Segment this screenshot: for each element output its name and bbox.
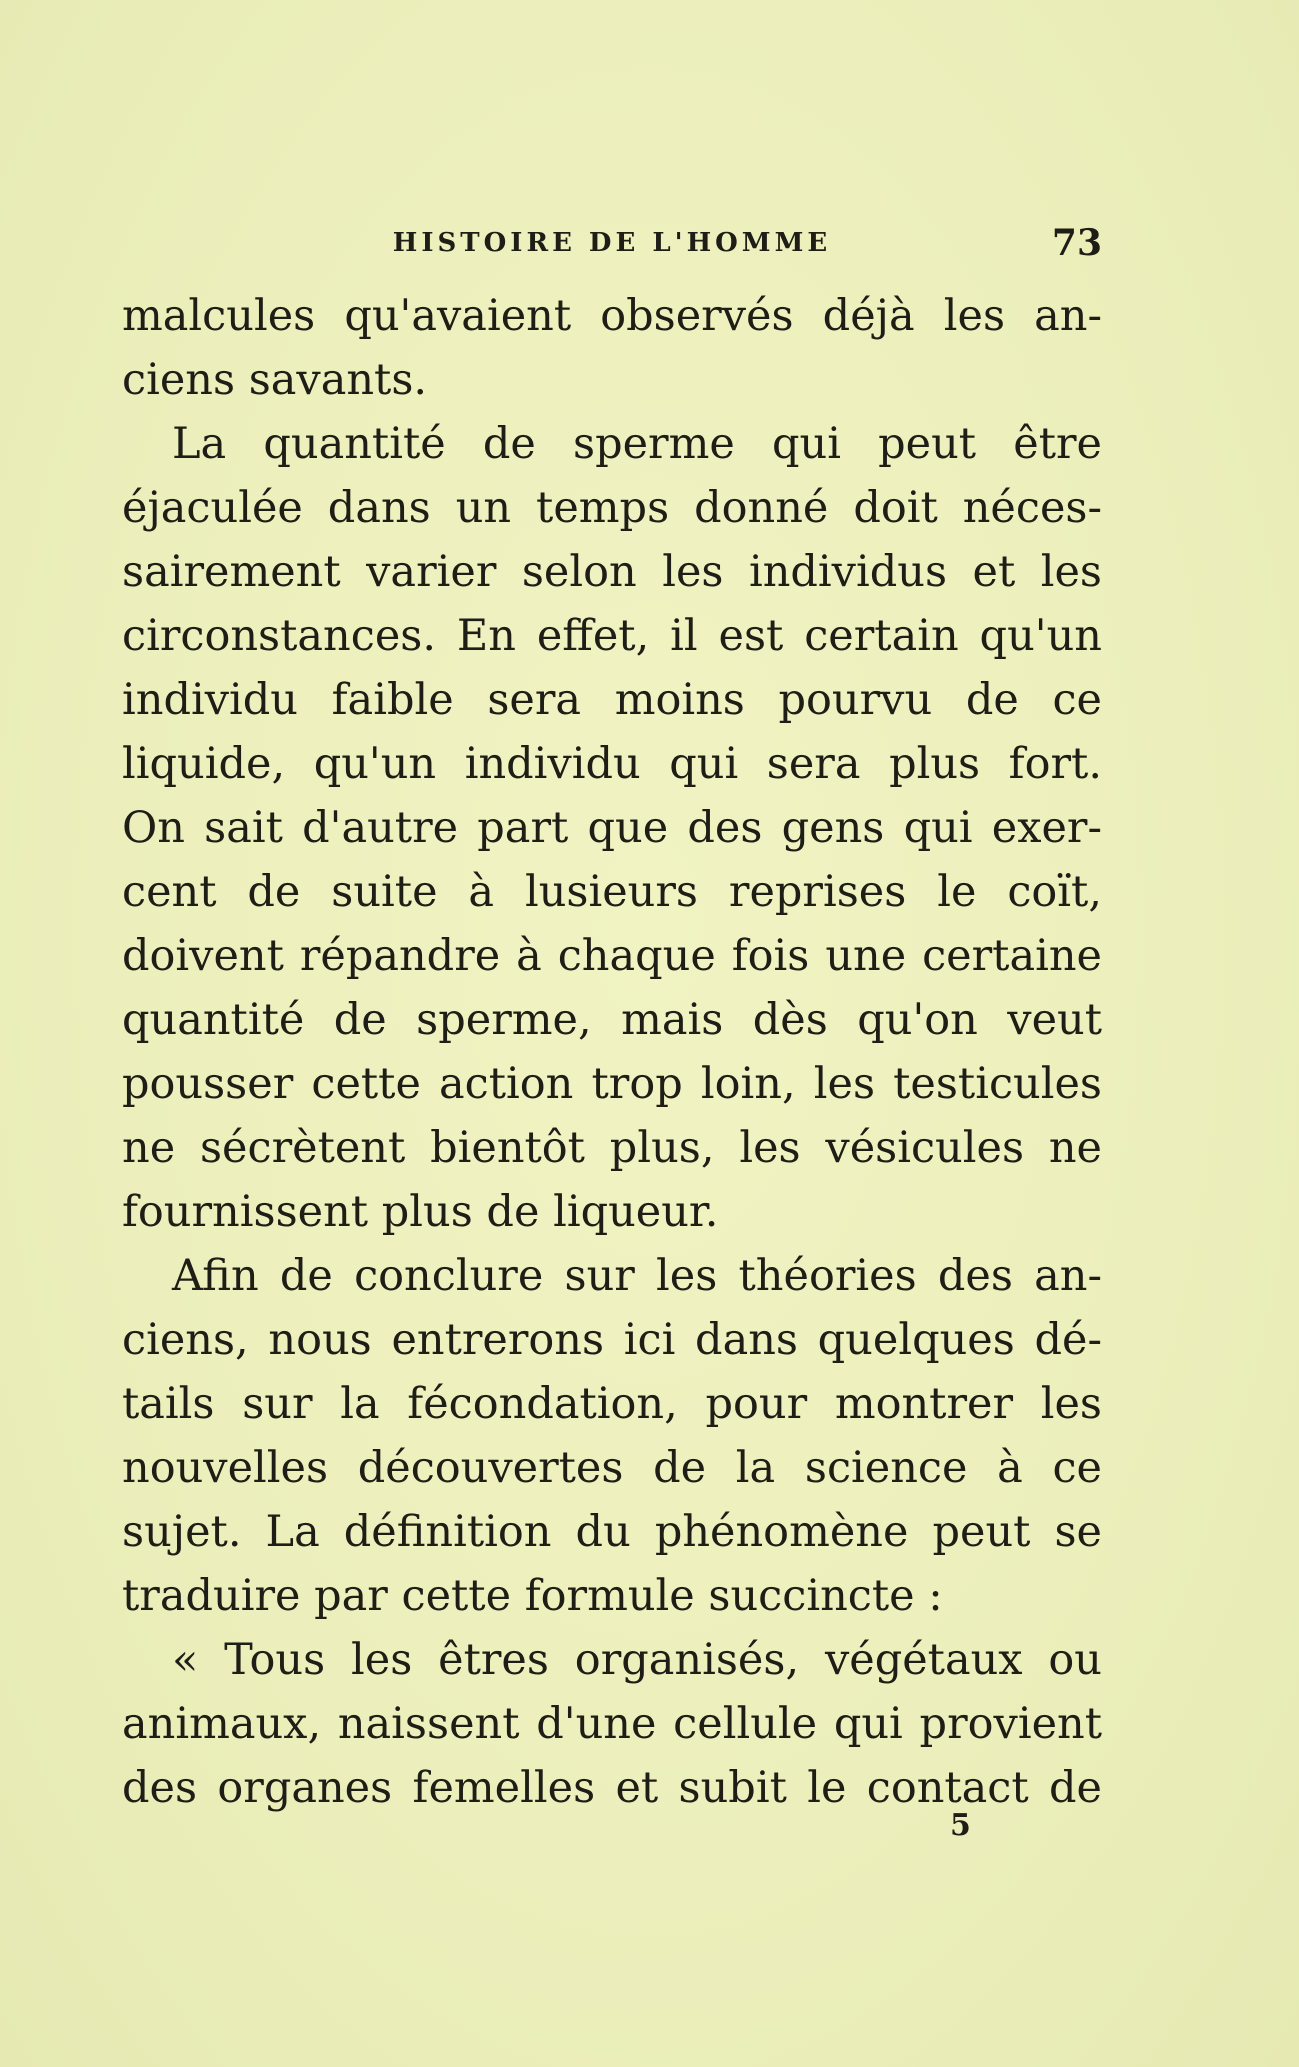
text-line: animaux, naissent d'une cellule qui provient [122,1699,1102,1749]
text-line: nouvelles découvertes de la science à ce [122,1443,1102,1493]
text-line: circonstances. En effet, il est certain qu'un [122,611,1102,661]
text-line: des organes femelles et subit le contact de [122,1763,1102,1813]
text-line: ciens savants. [122,355,428,405]
text-line: quantité de sperme, mais dès qu'on veut [122,995,1102,1045]
text-line: malcules qu'avaient observés déjà les an- [122,291,1102,341]
text-line: « Tous les êtres organisés, végétaux ou [172,1635,1102,1685]
page-number: 73 [1051,222,1102,264]
text-line: pousser cette action trop loin, les testicules [122,1059,1102,1109]
text-line: tails sur la fécondation, pour montrer les [122,1379,1102,1429]
text-line: fournissent plus de liqueur. [122,1187,719,1237]
text-line: individu faible sera moins pourvu de ce [122,675,1102,725]
signature-mark: 5 [950,1808,971,1843]
text-line: doivent répandre à chaque fois une certaine [122,931,1102,981]
text-line: sujet. La définition du phénomène peut se [122,1507,1102,1557]
text-line: cent de suite à lusieurs reprises le coït, [122,867,1102,917]
text-line: ne sécrètent bientôt plus, les vésicules ne [122,1123,1102,1173]
text-line: sairement varier selon les individus et les [122,547,1102,597]
text-line: La quantité de sperme qui peut être [172,419,1102,469]
text-line: liquide, qu'un individu qui sera plus fort. [122,739,1102,789]
text-line: ciens, nous entrerons ici dans quelques dé- [122,1315,1102,1365]
text-line: traduire par cette formule succincte : [122,1571,943,1621]
text-line: éjaculée dans un temps donné doit néces- [122,483,1102,533]
body-text [122,284,1102,1820]
running-head [122,222,1102,272]
text-line: On sait d'autre part que des gens qui exer- [122,803,1102,853]
running-title: HISTOIRE DE L'HOMME [392,228,832,258]
text-line: Afin de conclure sur les théories des an- [172,1251,1102,1301]
